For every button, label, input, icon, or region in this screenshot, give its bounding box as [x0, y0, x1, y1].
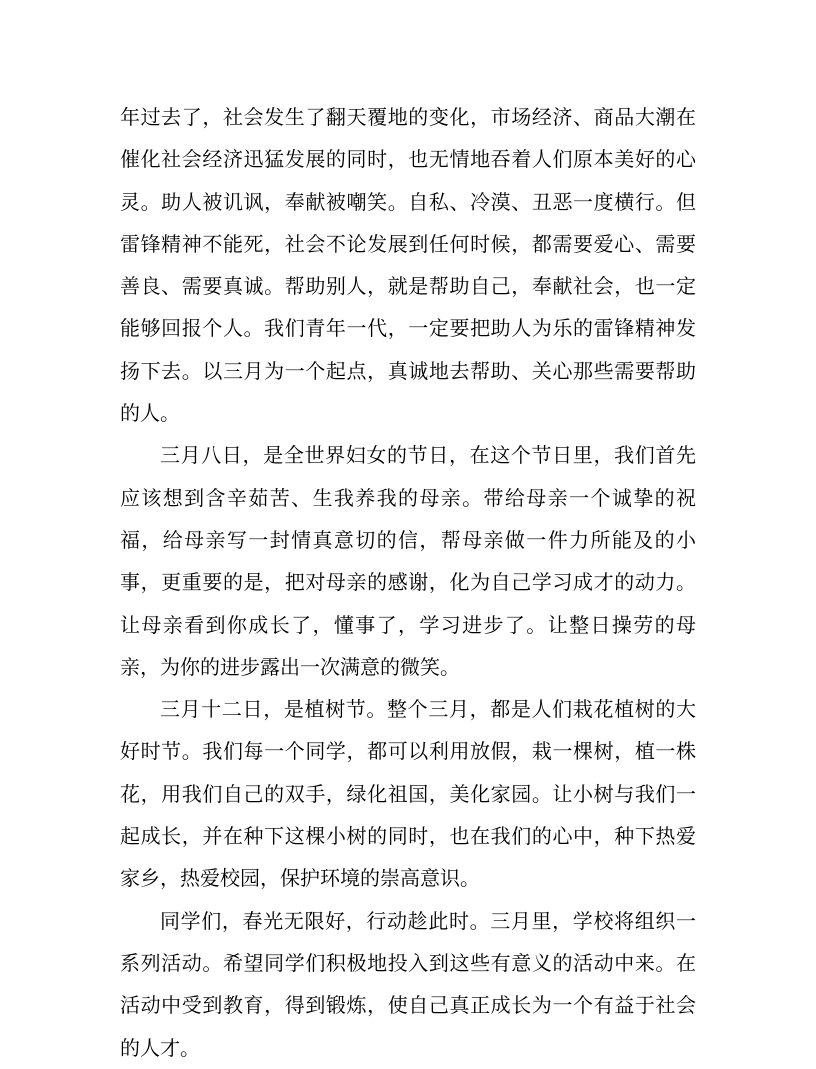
paragraph-lei-feng-spirit: 年过去了，社会发生了翻天覆地的变化，市场经济、商品大潮在催化社会经济迅猛发展的同时，也无情地吞着人们原本美好的心灵。助人被讥讽，奉献被嘲笑。自私、冷漠、丑恶一度横行。但雷锋精神不能死，社会不论发展到任何时候，都需要爱心、需要善良、需要真诚。帮助别人，就是帮助自己，奉献社会，也一定能够回报个人。我们青年一代，一定要把助人为乐的雷锋精神发扬下去。以三月为一个起点，真诚地去帮助、关心那些需要帮助的人。 [120, 105, 696, 426]
paragraph-womens-day: 三月八日，是全世界妇女的节日，在这个节日里，我们首先应该想到含辛茹苦、生我养我的母亲。带给母亲一个诚挚的祝福，给母亲写一封情真意切的信，帮母亲做一件力所能及的小事，更重要的是，把对母亲的感谢，化为自己学习成才的动力。让母亲看到你成长了，懂事了，学习进步了。让整日操劳的母亲，为你的进步露出一次满意的微笑。 [120, 443, 696, 679]
document-body [120, 96, 696, 1069]
paragraph-arbor-day: 三月十二日，是植树节。整个三月，都是人们栽花植树的大好时节。我们每一个同学，都可以利用放假，栽一棵树，植一株花，用我们自己的双手，绿化祖国，美化家园。让小树与我们一起成长，并在种下这棵小树的同时，也在我们的心中，种下热爱家乡，热爱校园，保护环境的崇高意识。 [120, 697, 696, 891]
paragraph-call-to-action: 同学们，春光无限好，行动趁此时。三月里，学校将组织一系列活动。希望同学们积极地投入到这些有意义的活动中来。在活动中受到教育，得到锻炼，使自己真正成长为一个有益于社会的人才。 [120, 908, 696, 1060]
